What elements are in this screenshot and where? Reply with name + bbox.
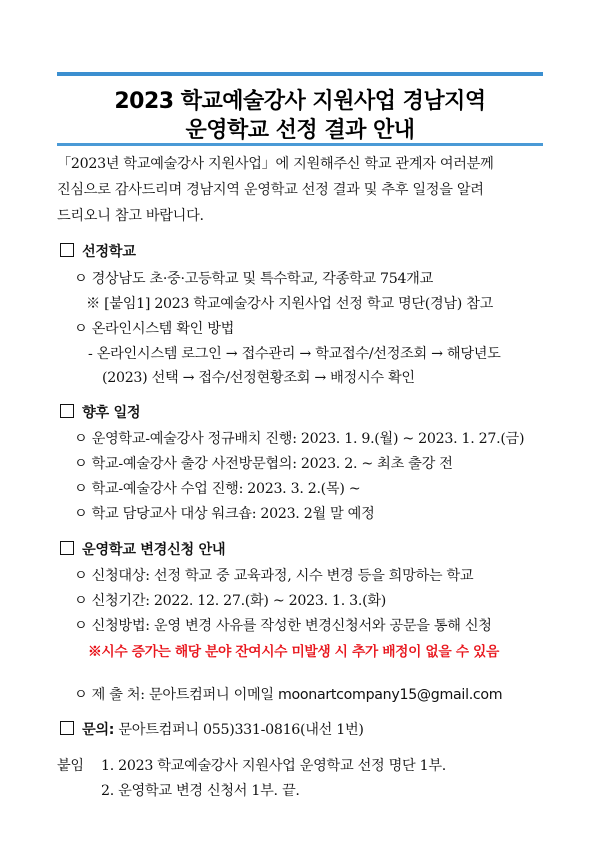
title-bottom-rule <box>57 143 543 146</box>
checkbox-square-icon <box>60 721 74 735</box>
attachment-item: 1. 2023 학교예술강사 지원사업 운영학교 선정 명단 1부. <box>101 758 446 774</box>
submission-line <box>74 684 502 704</box>
list-item: ㅇ 학교 담당교사 대상 워크숍: 2023. 2월 말 예정 <box>74 506 375 522</box>
intro-line: 「2023년 학교예술강사 지원사업」에 지원해주신 학교 관계자 여러분께 <box>57 156 494 172</box>
list-item: ㅇ 경상남도 초·중·고등학교 및 특수학교, 각종학교 754개교 <box>74 271 433 287</box>
contact-line <box>60 719 364 739</box>
checkbox-square-icon <box>60 404 74 418</box>
contact-heading: 문의: <box>82 722 115 738</box>
title-top-rule <box>57 72 543 76</box>
list-item: ㅇ 학교-예술강사 출강 사전방문협의: 2023. 2. ~ 최초 출강 전 <box>74 456 453 472</box>
page-title-line2: 운영학교 선정 결과 안내 <box>185 118 415 143</box>
list-item: ㅇ 운영학교-예술강사 정규배치 진행: 2023. 1. 9.(월) ~ 2023. 1. 27.(금) <box>74 431 525 447</box>
intro-line: 진심으로 감사드리며 경남지역 운영학교 선정 결과 및 추후 일정을 알려 <box>57 182 484 198</box>
section-heading: 향후 일정 <box>60 402 140 422</box>
contact-text: 문아트컴퍼니 055)331-0816(내선 1번) <box>114 722 364 738</box>
checkbox-square-icon <box>60 243 74 257</box>
checkbox-square-icon <box>60 541 74 555</box>
reference-note: ※ [붙임1] 2023 학교예술강사 지원사업 선정 학교 명단(경남) 참고 <box>86 296 494 312</box>
system-path-line: - 온라인시스템 로그인 → 접수관리 → 학교접수/선정조회 → 해당년도 <box>88 346 501 362</box>
section-heading: 선정학교 <box>60 241 136 261</box>
attachments-label: 붙임 <box>57 758 84 774</box>
list-item: ㅇ 신청대상: 선정 학교 중 교육과정, 시수 변경 등을 희망하는 학교 <box>74 568 474 584</box>
list-item: ㅇ 신청방법: 운영 변경 사유를 작성한 변경신청서와 공문을 통해 신청 <box>74 618 492 634</box>
list-item: ㅇ 학교-예술강사 수업 진행: 2023. 3. 2.(목) ~ <box>74 481 361 497</box>
submission-email-link[interactable]: moonartcompany15@gmail.com <box>278 687 503 703</box>
attachment-item: 2. 운영학교 변경 신청서 1부. 끝. <box>101 783 300 799</box>
warning-note: ※시수 증가는 해당 분야 잔여시수 미발생 시 추가 배정이 없을 수 있음 <box>88 644 499 660</box>
submission-label: ㅇ 제 출 처: 문아트컴퍼니 이메일 <box>74 687 279 703</box>
page-title-line1: 2023 학교예술강사 지원사업 경남지역 <box>114 89 486 114</box>
system-path-line: (2023) 선택 → 접수/선정현황조회 → 배정시수 확인 <box>102 370 415 386</box>
list-item: ㅇ 온라인시스템 확인 방법 <box>74 321 235 337</box>
section-heading: 운영학교 변경신청 안내 <box>60 539 225 559</box>
list-item: ㅇ 신청기간: 2022. 12. 27.(화) ~ 2023. 1. 3.(화) <box>74 593 386 609</box>
intro-line: 드리오니 참고 바랍니다. <box>57 208 204 224</box>
